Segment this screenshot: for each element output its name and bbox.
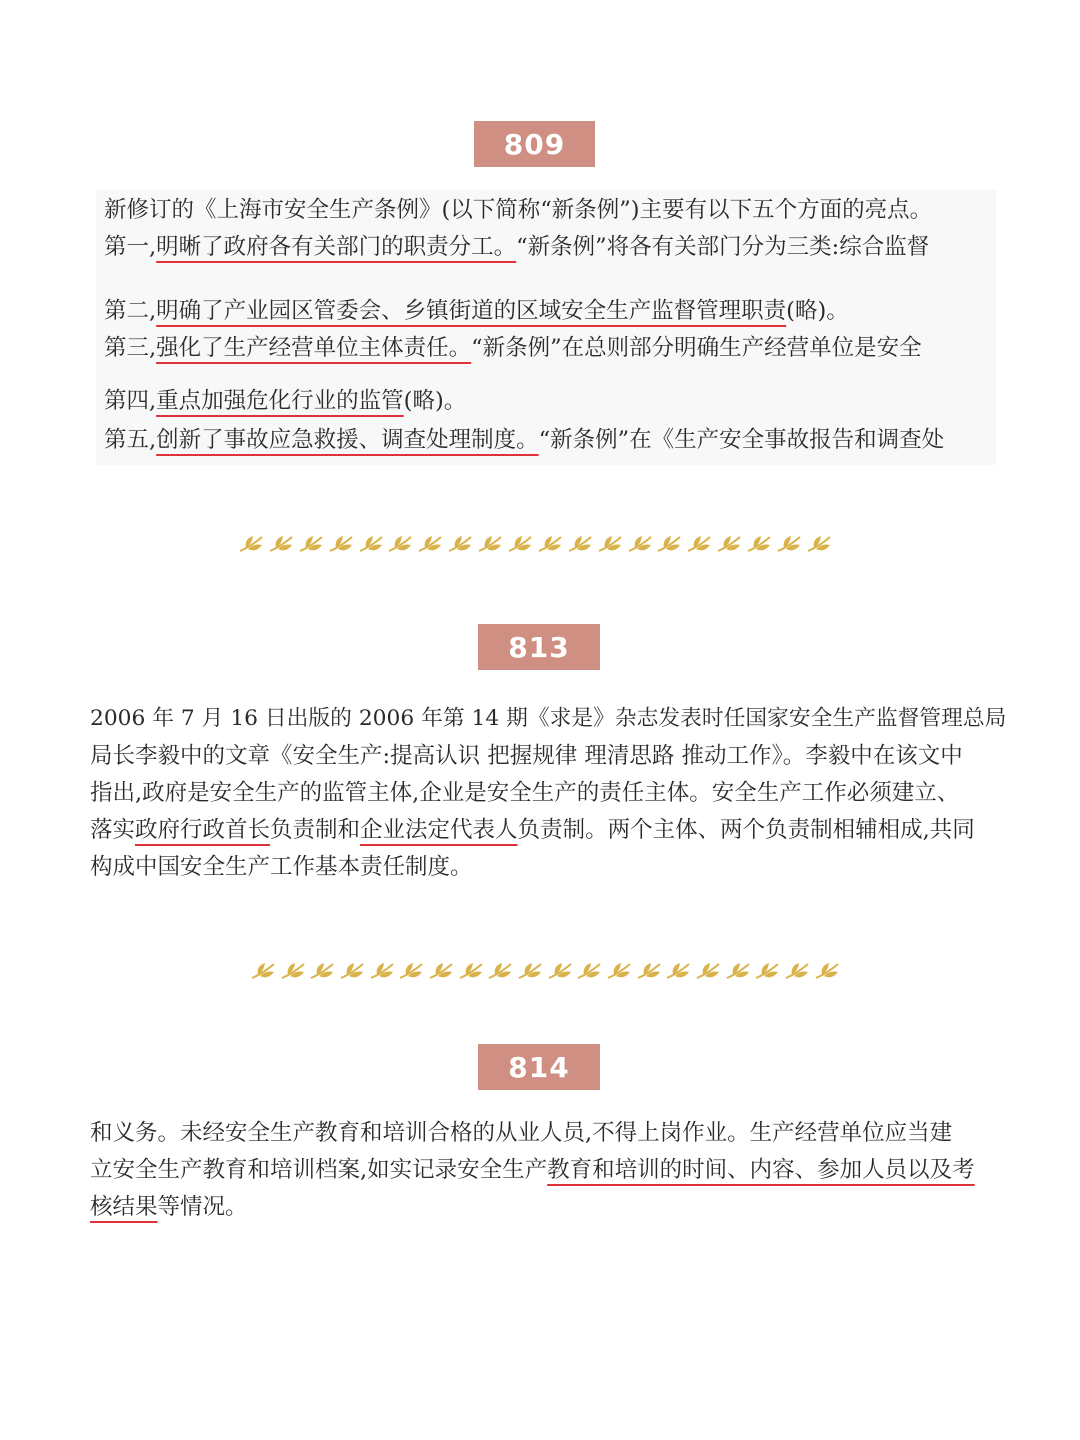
golden-leaf-icon — [746, 533, 772, 555]
golden-leaf-icon — [417, 533, 443, 555]
text-segment: 第二, — [104, 298, 157, 324]
golden-leaf-icon — [517, 960, 543, 982]
underlined-text: 强化了生产经营单位主体责任。 — [156, 335, 472, 361]
golden-leaf-icon — [725, 960, 751, 982]
golden-leaf-icon — [298, 533, 324, 555]
leaf-divider — [250, 959, 840, 983]
golden-leaf-icon — [458, 960, 484, 982]
text-line — [90, 741, 963, 771]
golden-leaf-icon — [627, 533, 653, 555]
section-number-badge: 813 — [478, 624, 600, 670]
text-line — [90, 852, 473, 882]
golden-leaf-icon — [784, 960, 810, 982]
golden-leaf-icon — [250, 960, 276, 982]
text-line — [90, 815, 975, 845]
golden-leaf-icon — [428, 960, 454, 982]
golden-leaf-icon — [280, 960, 306, 982]
golden-leaf-icon — [606, 960, 632, 982]
leaf-divider — [238, 532, 832, 556]
golden-leaf-icon — [806, 533, 832, 555]
text-segment: 和义务。未经安全生产教育和培训合格的从业人员,不得上岗作业。生产经营单位应当建 — [90, 1120, 953, 1146]
text-line — [104, 425, 944, 455]
text-segment: 第五, — [104, 427, 157, 453]
text-segment: (略)。 — [786, 298, 849, 324]
golden-leaf-icon — [686, 533, 712, 555]
golden-leaf-icon — [398, 960, 424, 982]
text-line — [90, 1192, 248, 1222]
text-segment: “新条例”将各有关部门分为三类:综合监督 — [516, 234, 930, 260]
text-line — [104, 232, 929, 262]
text-segment: (略)。 — [403, 388, 467, 414]
golden-leaf-icon — [238, 533, 264, 555]
text-segment: 落实 — [90, 817, 136, 843]
text-segment: 新修订的《上海市安全生产条例》(以下简称“新条例”)主要有以下五个方面的亮点。 — [104, 197, 933, 223]
text-segment: 负责制。两个主体、两个负责制相辅相成,共同 — [517, 817, 975, 843]
golden-leaf-icon — [656, 533, 682, 555]
text-line — [104, 333, 922, 363]
golden-leaf-icon — [369, 960, 395, 982]
golden-leaf-icon — [576, 960, 602, 982]
text-line — [104, 386, 466, 416]
underlined-text: 重点加强危化行业的监管 — [156, 388, 404, 414]
text-line — [90, 1118, 952, 1148]
golden-leaf-icon — [695, 960, 721, 982]
text-segment: “新条例”在总则部分明确生产经营单位是安全 — [471, 335, 922, 361]
section-number-badge: 814 — [478, 1044, 600, 1090]
golden-leaf-icon — [665, 960, 691, 982]
text-segment: 第三, — [104, 335, 157, 361]
text-line — [90, 1155, 975, 1185]
text-segment: 负责制和 — [270, 817, 361, 843]
golden-leaf-icon — [567, 533, 593, 555]
golden-leaf-icon — [547, 960, 573, 982]
underlined-text: 创新了事故应急救援、调查处理制度。 — [156, 427, 539, 453]
text-segment: 第四, — [104, 388, 157, 414]
excerpt-block-813 — [84, 700, 1024, 890]
golden-leaf-icon — [716, 533, 742, 555]
text-segment: 2006 年 7 月 16 日出版的 2006 年第 14 期《求是》杂志发表时任国家安全生产监督管理总局 — [90, 706, 1007, 731]
text-segment: 构成中国安全生产工作基本责任制度。 — [90, 854, 473, 880]
underlined-text: 核结果 — [90, 1194, 158, 1220]
text-line — [90, 704, 1006, 734]
golden-leaf-icon — [309, 960, 335, 982]
underlined-text: 企业法定代表人 — [360, 817, 518, 843]
golden-leaf-icon — [814, 960, 840, 982]
underlined-text: 政府行政首长 — [135, 817, 271, 843]
text-line — [104, 296, 849, 326]
text-segment: 等情况。 — [157, 1194, 248, 1220]
text-line — [104, 195, 932, 225]
golden-leaf-icon — [387, 533, 413, 555]
golden-leaf-icon — [358, 533, 384, 555]
golden-leaf-icon — [636, 960, 662, 982]
golden-leaf-icon — [487, 960, 513, 982]
golden-leaf-icon — [507, 533, 533, 555]
text-segment: 第一, — [104, 234, 157, 260]
text-segment: 立安全生产教育和培训档案,如实记录安全生产 — [90, 1157, 548, 1183]
text-segment: 局长李毅中的文章《安全生产:提高认识 把握规律 理清思路 推动工作》。李毅中在该文中 — [90, 743, 963, 769]
golden-leaf-icon — [447, 533, 473, 555]
text-segment: 指出,政府是安全生产的监管主体,企业是安全生产的责任主体。安全生产工作必须建立、 — [90, 780, 960, 806]
section-number-badge: 809 — [474, 121, 595, 167]
underlined-text: 明确了产业园区管委会、乡镇街道的区域安全生产监督管理职责 — [156, 298, 787, 324]
golden-leaf-icon — [268, 533, 294, 555]
underlined-text: 教育和培训的时间、内容、参加人员以及考 — [547, 1157, 975, 1183]
golden-leaf-icon — [328, 533, 354, 555]
excerpt-block-809 — [96, 190, 996, 465]
golden-leaf-icon — [339, 960, 365, 982]
golden-leaf-icon — [537, 533, 563, 555]
golden-leaf-icon — [776, 533, 802, 555]
golden-leaf-icon — [754, 960, 780, 982]
text-line — [90, 778, 959, 808]
excerpt-block-814 — [84, 1115, 1024, 1230]
golden-leaf-icon — [477, 533, 503, 555]
underlined-text: 明晰了政府各有关部门的职责分工。 — [156, 234, 517, 260]
golden-leaf-icon — [597, 533, 623, 555]
text-segment: “新条例”在《生产安全事故报告和调查处 — [538, 427, 945, 453]
